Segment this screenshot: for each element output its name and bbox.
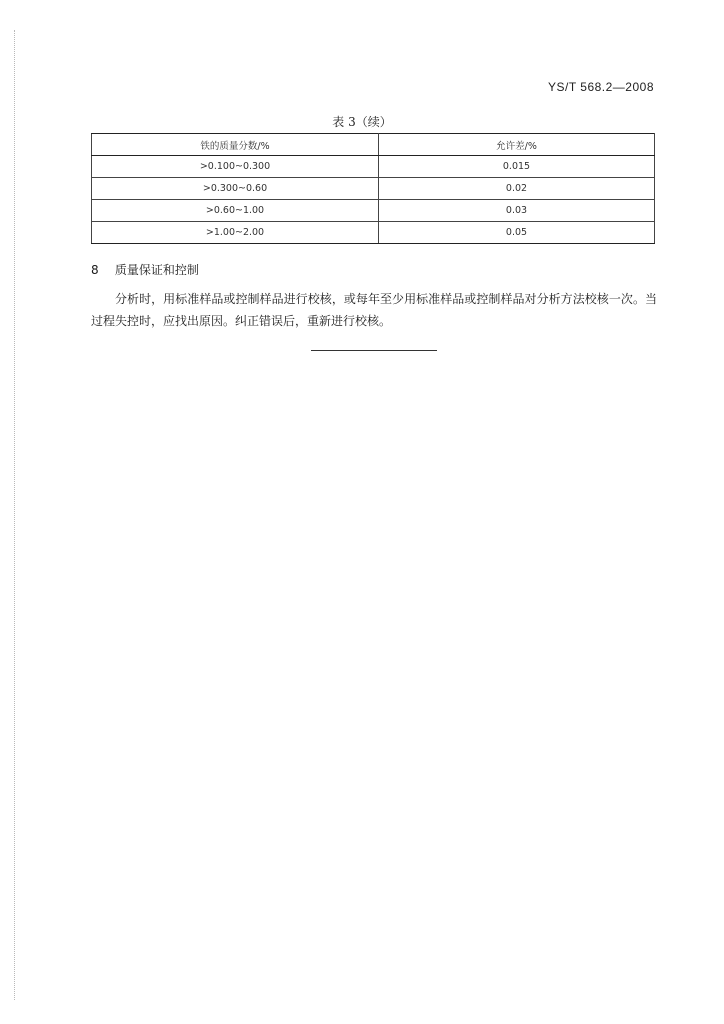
table-cell-range: >0.60~1.00 <box>92 200 379 222</box>
table-cell-tolerance: 0.05 <box>379 222 655 244</box>
document-code: YS/T 568.2—2008 <box>547 80 654 94</box>
table-cell-tolerance: 0.015 <box>379 156 655 178</box>
table-caption: 表 3（续） <box>332 115 392 129</box>
table-cell-range: >0.300~0.60 <box>92 178 379 200</box>
column-header-iron-mass-fraction: 铁的质量分数/% <box>92 134 379 156</box>
table-cell-range: >0.100~0.300 <box>92 156 379 178</box>
tolerance-table <box>91 133 655 244</box>
table-cell-tolerance: 0.02 <box>379 178 655 200</box>
section-paragraph: 分析时，用标准样品或控制样品进行校核，或每年至少用标准样品或控制样品对分析方法校核一次。当过程失控时，应找出原因。纠正错误后，重新进行校核。 <box>91 292 657 328</box>
table-row <box>92 156 655 178</box>
table-header-row <box>92 134 655 156</box>
binding-margin-marks <box>14 30 19 1000</box>
table-row <box>92 222 655 244</box>
table-row <box>92 200 655 222</box>
column-header-tolerance: 允许差/% <box>379 134 655 156</box>
section-heading <box>91 261 199 278</box>
table-cell-tolerance: 0.03 <box>379 200 655 222</box>
table-row <box>92 178 655 200</box>
section-title: 质量保证和控制 <box>114 263 199 277</box>
table-cell-range: >1.00~2.00 <box>92 222 379 244</box>
end-of-document-rule <box>311 350 437 351</box>
section-number: 8 <box>91 263 99 277</box>
